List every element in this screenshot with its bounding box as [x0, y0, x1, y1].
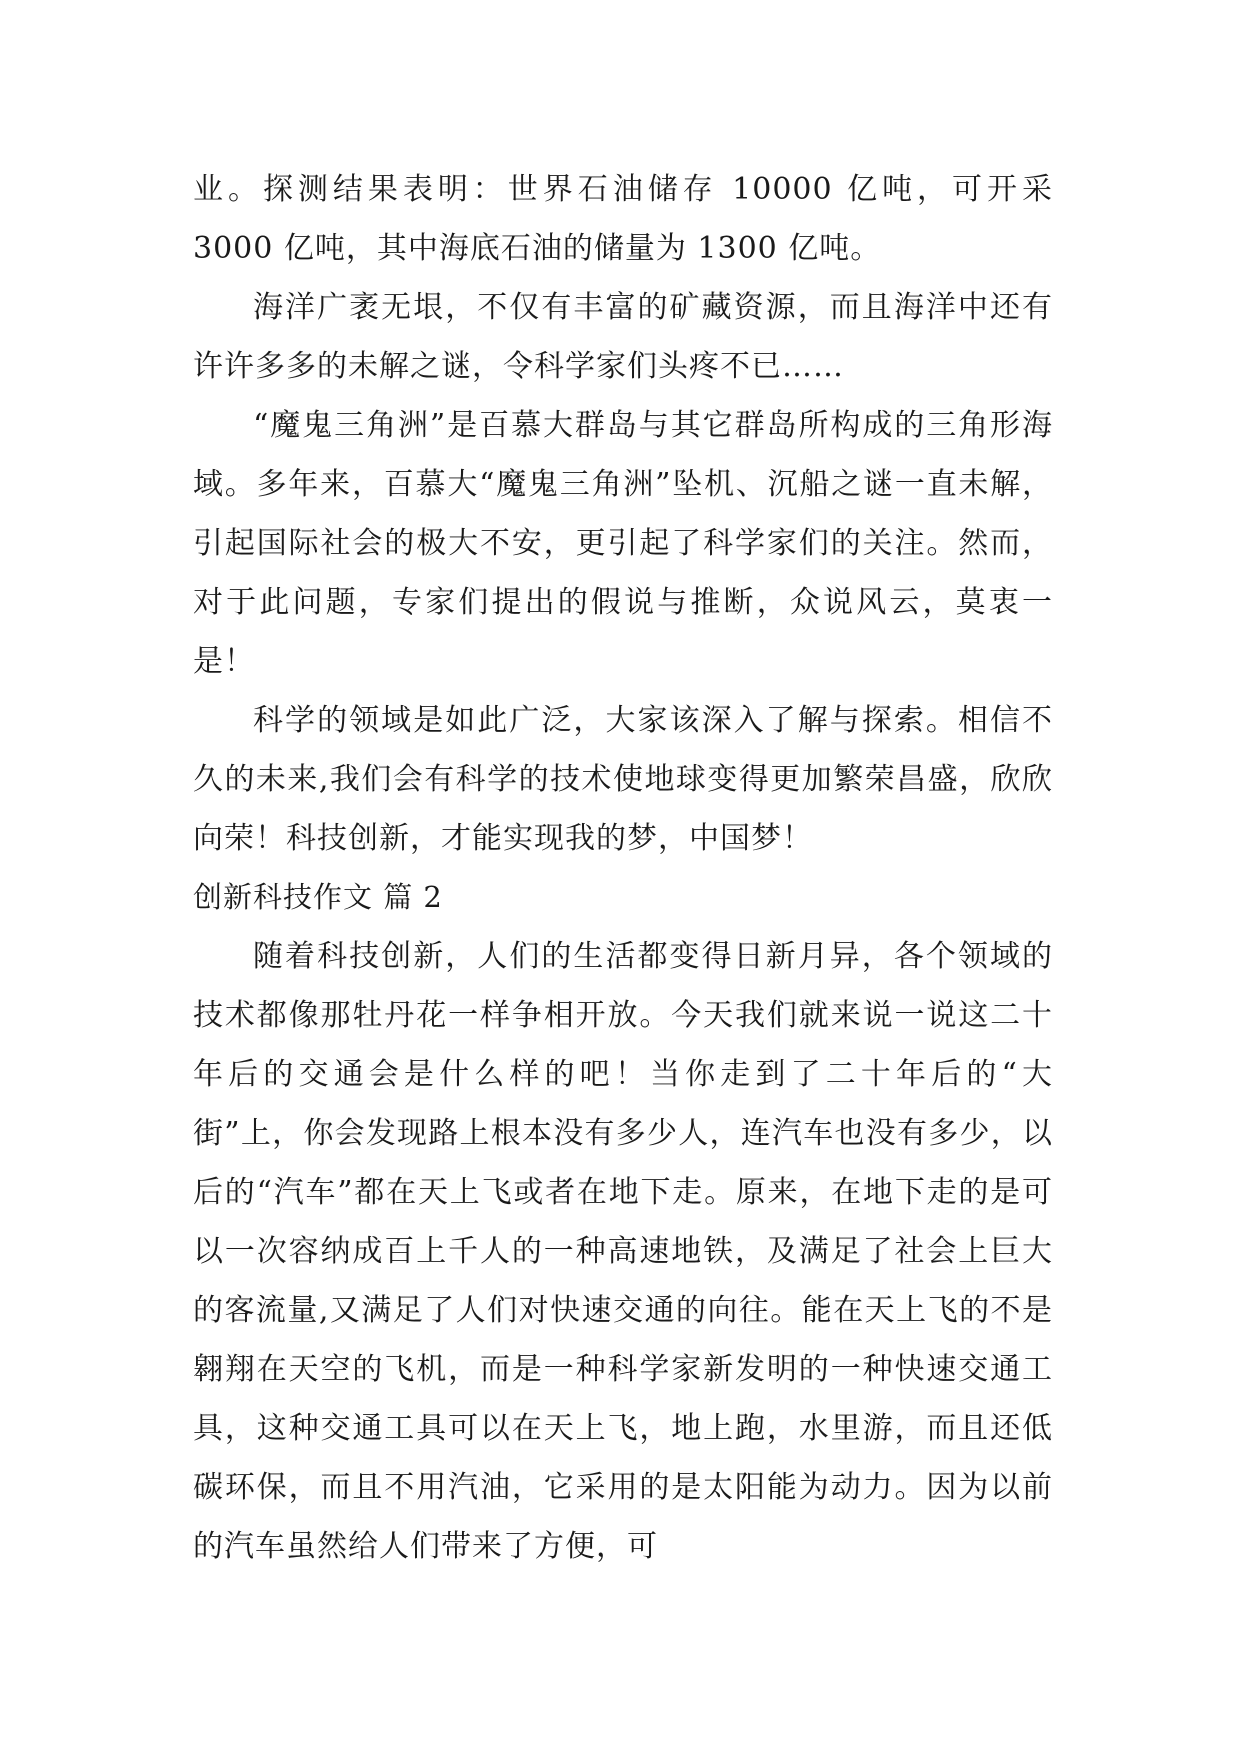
paragraph-ocean-mysteries: 海洋广袤无垠，不仅有丰富的矿藏资源，而且海洋中还有许许多多的未解之谜，令科学家们头疼不已……	[193, 290, 1053, 384]
section-heading: 创新科技作文 篇 2	[193, 880, 443, 914]
paragraph-bermuda-triangle: “魔鬼三角洲”是百慕大群岛与其它群岛所构成的三角形海域。多年来，百慕大“魔鬼三角洲”坠机、沉船之谜一直未解，引起国际社会的极大不安，更引起了科学家们的关注。然而，对于此问题，专家们提出的假说与推断，众说风云，莫衷一是！	[193, 408, 1053, 679]
document-body	[193, 160, 1053, 1576]
paragraph-oil-reserves: 业。探测结果表明：世界石油储存 10000 亿吨，可开采 3000 亿吨，其中海底石油的储量为 1300 亿吨。	[193, 172, 1053, 266]
paragraph-future-transport: 随着科技创新，人们的生活都变得日新月异，各个领域的技术都像那牡丹花一样争相开放。今天我们就来说一说这二十年后的交通会是什么样的吧！当你走到了二十年后的“大街”上，你会发现路上根本没有多少人，连汽车也没有多少，以后的“汽车”都在天上飞或者在地下走。原来，在地下走的是可以一次容纳成百上千人的一种高速地铁，及满足了社会上巨大的客流量,又满足了人们对快速交通的向往。能在天上飞的不是翱翔在天空的飞机，而是一种科学家新发明的一种快速交通工具，这种交通工具可以在天上飞，地上跑，水里游，而且还低碳环保，而且不用汽油，它采用的是太阳能为动力。因为以前的汽车虽然给人们带来了方便，可	[193, 939, 1053, 1564]
paragraph-science-future: 科学的领域是如此广泛，大家该深入了解与探索。相信不久的未来,我们会有科学的技术使地球变得更加繁荣昌盛，欣欣向荣！科技创新，才能实现我的梦，中国梦！	[193, 703, 1053, 856]
